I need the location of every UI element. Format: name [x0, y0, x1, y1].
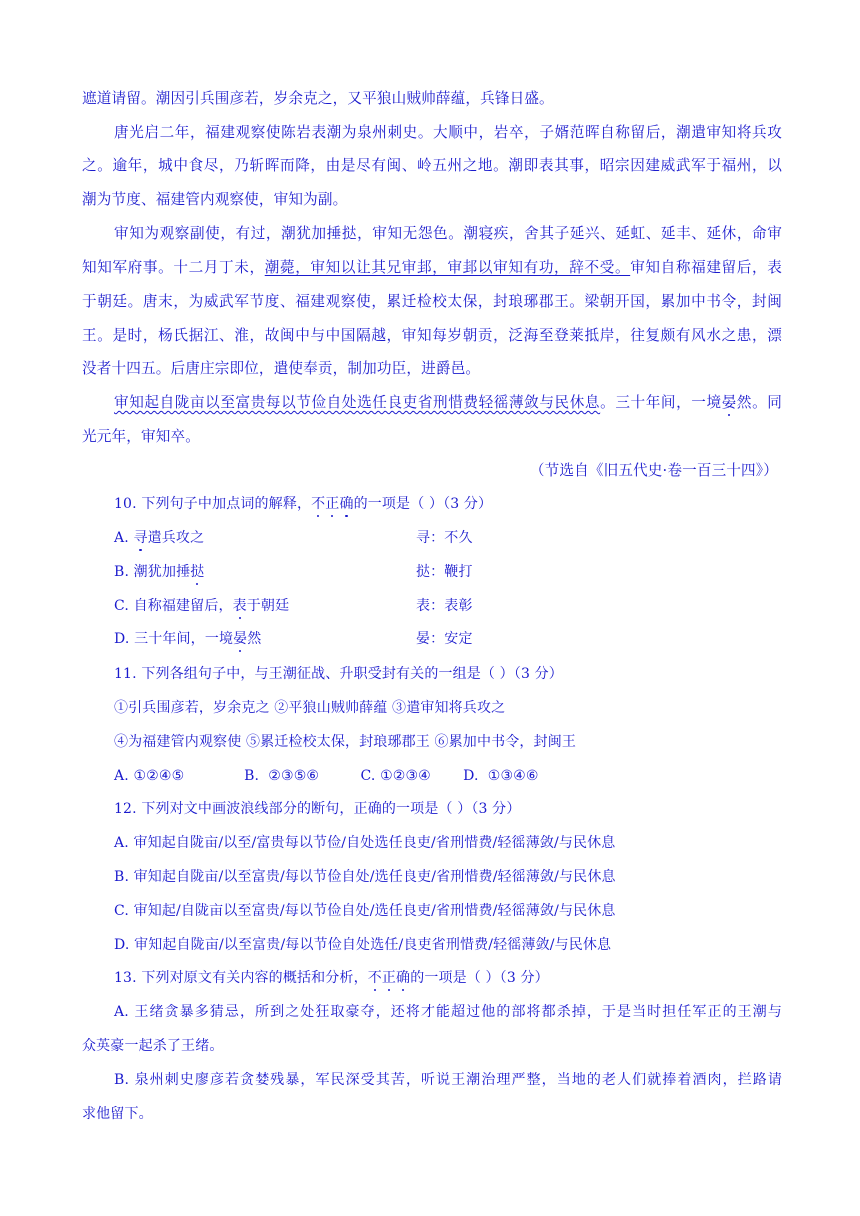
- question-11-items-row: ①引兵围彦若，岁余克之 ②平狼山贼帅薛蕴 ③遣审知将兵攻之: [114, 700, 506, 716]
- question-12-stem: 12. 下列对文中画波浪线部分的断句，正确的一项是（ ）（3 分）: [114, 801, 521, 817]
- question-13-option-a-cont: 众英豪一起杀了王绪。: [82, 1038, 224, 1054]
- option-text: B. 潮犹加捶: [114, 564, 191, 580]
- passage-line: 于朝廷。唐末，为威武军节度、福建观察使，累迁检校太保，封琅琊郡王。梁朝开国，累加中书令，封闽: [82, 293, 782, 310]
- stem-text: 的一项是（ ）（3 分）: [353, 496, 493, 512]
- stem-text: 13. 下列对原文有关内容的概括和分析，: [114, 970, 368, 986]
- option-text: D. 三十年间，一境: [114, 631, 234, 647]
- source-citation: （节选自《旧五代史·卷一百三十四》）: [529, 462, 778, 479]
- stem-text: 的一项是（ ）（3 分）: [410, 970, 549, 986]
- dotted-character: 表: [232, 598, 247, 614]
- question-11-stem: 11. 下列各组句子中，与王潮征战、升职受封有关的一组是（ ）（3 分）: [114, 666, 563, 682]
- dotted-character: 挞: [190, 564, 205, 580]
- dotted-character: 正: [325, 496, 340, 512]
- option-gloss: 表：表彰: [416, 598, 473, 614]
- question-10-option-d[interactable]: [114, 629, 814, 649]
- question-12-option-d[interactable]: D. 审知起自陇亩/以至富贵/每以节俭自处选任/良吏省刑惜费/轻徭薄敛/与民休息: [114, 937, 612, 953]
- question-10-option-a[interactable]: [114, 528, 814, 548]
- dotted-character: 晏: [721, 394, 737, 411]
- question-13-option-a[interactable]: A. 王绪贪暴多猜忌，所到之处狂取豪夺，还将才能超过他的部将都杀掉，于是当时担任军正的王潮与: [114, 1004, 782, 1020]
- passage-line: 光元年，审知卒。: [82, 428, 200, 445]
- passage-line: 潮为节度、福建管内观察使，审知为副。: [82, 191, 348, 208]
- option-text: A.: [114, 530, 134, 546]
- passage-text: 知知军府事。十二月丁未，: [82, 259, 265, 276]
- question-11-items-row: ④为福建管内观察使 ⑤累迁检校太保，封琅琊郡王 ⑥累加中书令，封闽王: [114, 734, 576, 750]
- passage-text: 审知自称福建留后，表: [630, 259, 782, 276]
- passage-line: 没者十四五。后唐庄宗即位，遣使奉贡，制加功臣，进爵邑。: [82, 360, 481, 377]
- option-text: 遣兵攻之: [147, 530, 205, 546]
- dotted-character: 正: [381, 970, 397, 986]
- option-text: 然: [247, 631, 262, 647]
- dotted-character: 寻: [133, 530, 148, 546]
- question-12-option-c[interactable]: C. 审知起/自陇亩以至富贵/每以节俭自处/选任良吏/省刑惜费/轻徭薄敛/与民休息: [114, 903, 616, 919]
- dotted-character: 不: [311, 496, 326, 512]
- passage-text: 然。同: [736, 394, 783, 411]
- question-13-stem: [114, 968, 814, 988]
- passage-line: 审知为观察副使，有过，潮犹加捶挞，审知无怨色。潮寝疾，舍其子延兴、延虹、延丰、延休，命审: [114, 225, 782, 242]
- passage-text: 。三十年间，一境: [600, 394, 722, 411]
- option-gloss: 寻：不久: [416, 530, 473, 546]
- underlined-sentence: 潮薨，审知以让其兄审邽，审邽以审知有功，辞不受。: [264, 259, 631, 276]
- question-10-stem: [114, 494, 814, 514]
- dotted-character: 确: [339, 496, 354, 512]
- question-13-option-b-cont: 求他留下。: [82, 1106, 153, 1122]
- question-10-option-b[interactable]: [114, 562, 814, 582]
- option-text: 于朝廷: [246, 598, 290, 614]
- passage-line: 王。是时，杨氏据江、淮，故闽中与中国隔越，审知每岁朝贡，泛海至登莱抵岸，往复颇有风水之患，漂: [82, 327, 782, 344]
- option-gloss: 晏：安定: [416, 631, 473, 647]
- question-10-option-c[interactable]: [114, 596, 814, 616]
- stem-text: 10. 下列句子中加点词的解释，: [114, 496, 312, 512]
- passage-line: 之。逾年，城中食尽，乃斩晖而降，由是尽有闽、岭五州之地。潮即表其事，昭宗因建威武军于福州，以: [82, 157, 782, 174]
- question-11-options[interactable]: A. ①②④⑤ B. ②③⑤⑥ C. ①②③④ D. ①③④⑥: [114, 768, 539, 784]
- passage-line: 唐光启二年，福建观察使陈岩表潮为泉州刺史。大顺中，岩卒，子婿范晖自称留后，潮遣审知将兵攻: [114, 124, 782, 141]
- dotted-character: 确: [396, 970, 411, 986]
- passage-line: 遮道请留。潮因引兵围彦若，岁余克之，又平狼山贼帅薛蕴，兵锋日盛。: [82, 90, 554, 107]
- passage-line: [114, 393, 782, 413]
- question-13-option-b[interactable]: B. 泉州刺史廖彦若贪婪残暴，军民深受其苦，听说王潮治理严整，当地的老人们就捧着酒肉，拦路请: [114, 1072, 782, 1088]
- option-gloss: 挞：鞭打: [416, 564, 473, 580]
- dotted-character: 晏: [233, 631, 248, 647]
- passage-line: [82, 258, 782, 278]
- wavy-underlined-sentence: 审知起自陇亩以至富贵每以节俭自处选任良吏省刑惜费轻徭薄敛与民休息: [114, 394, 601, 411]
- question-12-option-a[interactable]: A. 审知起自陇亩/以至/富贵每以节俭/自处选任良吏/省刑惜费/轻徭薄敛/与民休息: [114, 835, 616, 851]
- question-12-option-b[interactable]: B. 审知起自陇亩/以至富贵/每以节俭自处/选任良吏/省刑惜费/轻徭薄敛/与民休息: [114, 869, 616, 885]
- option-text: C. 自称福建留后，: [114, 598, 233, 614]
- dotted-character: 不: [367, 970, 382, 986]
